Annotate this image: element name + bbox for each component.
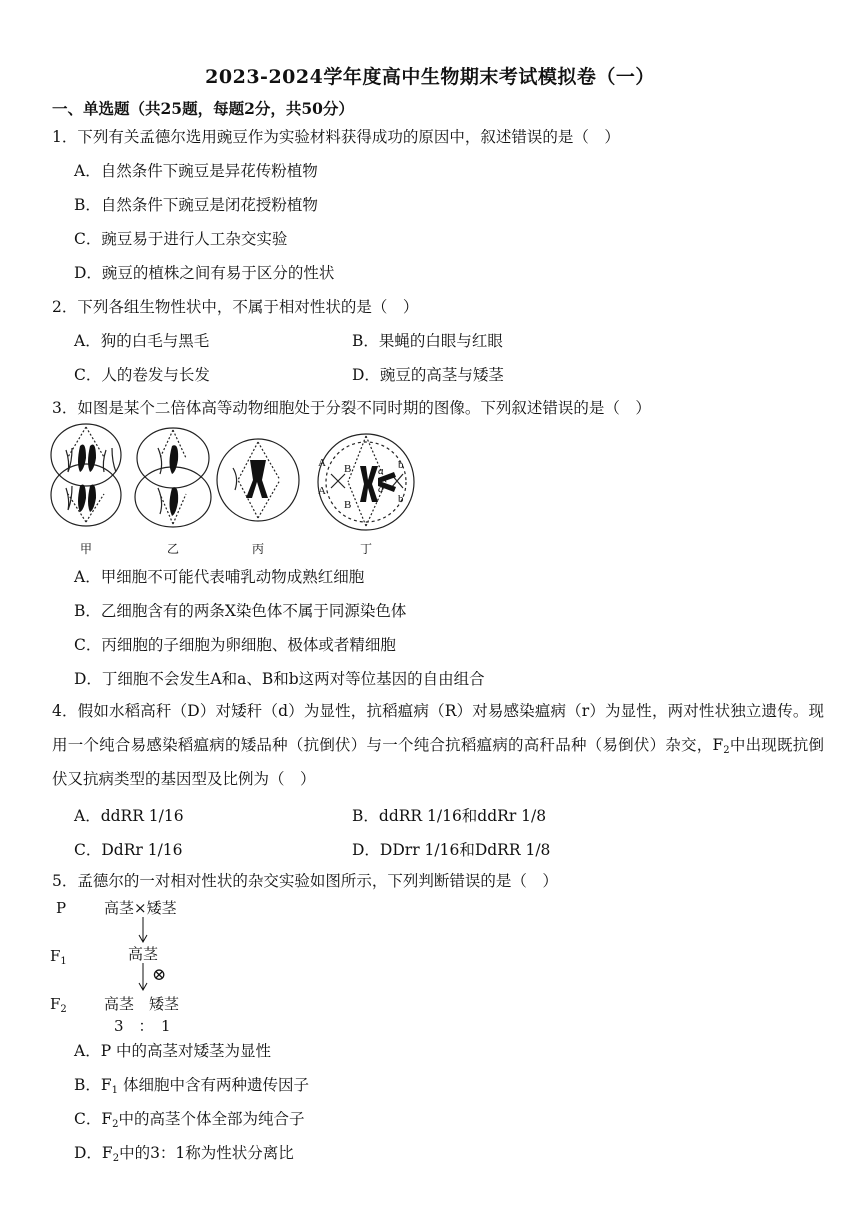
gene-label-B-bottom: B [344,499,352,511]
cell-label-ding: 丁 [359,542,373,556]
q4-option-b[interactable]: B．ddRR 1/16和ddRr 1/8 [352,807,547,825]
cross-f2-label: $F_2$ [50,995,67,1015]
cross-f1-offspring: 高茎 [128,945,159,963]
cell-label-jia: 甲 [79,542,93,556]
gene-label-b-bottom: b [398,493,404,505]
q4-stem-end: 中出现既抗倒伏又抗病类型的基因型及比例为（ ） [52,736,824,788]
gene-label-B-top: B [344,463,352,475]
q5-option-d[interactable]: D．$F_2$中的3：1称为性状分离比 [74,1144,294,1164]
q4-f2-label: F [712,736,724,754]
q4-option-d[interactable]: D．DDrr 1/16和DdRR 1/8 [352,841,551,859]
q4-f2-subscript: 2 [723,745,730,756]
question-2-stem: 2．下列各组生物性状中，不属于相对性状的是（ ） [52,298,419,316]
section-header: 一、单选题（共25题，每题2分，共50分） [52,99,354,118]
gene-label-b-top: b [398,459,404,471]
arrow-p-to-f1 [138,917,148,943]
q1-option-a[interactable]: A．自然条件下豌豆是异花传粉植物 [74,162,318,180]
gene-label-A-top: A [318,457,326,469]
q1-option-c[interactable]: C．豌豆易于进行人工杂交实验 [74,230,288,248]
gene-label-a-top: a [378,465,384,477]
question-3-stem: 3．如图是某个二倍体高等动物细胞处于分裂不同时期的图像。下列叙述错误的是（ ） [52,399,651,417]
q4-stem-text: 4．假如水稻高秆（D）对矮秆（d）为显性，抗稻瘟病（R）对易感染瘟病（r）为显性，两对性状独立遗传。现用一个纯合易感染稻瘟病的矮品种（抗倒伏）与一个纯合抗稻瘟病的高秆品种（易倒伏）杂交， [52,702,824,754]
q4-option-c[interactable]: C．DdRr 1/16 [74,841,183,859]
question-1-stem: 1．下列有关孟德尔选用豌豆作为实验材料获得成功的原因中，叙述错误的是（ ） [52,128,620,146]
question-4-stem [52,694,824,796]
q5-option-b[interactable]: B．$F_1$ 体细胞中含有两种遗传因子 [74,1076,309,1096]
cross-f1-label: $F_1$ [50,947,67,967]
cross-f2-ratio: 3 ： 1 [114,1017,171,1035]
q4-option-a[interactable]: A．ddRR 1/16 [74,807,184,825]
cell-division-figure [48,422,418,562]
question-5-stem: 5．孟德尔的一对相对性状的杂交实验如图所示，下列判断错误的是（ ） [52,872,558,890]
q2-option-d[interactable]: D．豌豆的高茎与矮茎 [352,366,504,384]
q1-option-b[interactable]: B．自然条件下豌豆是闭花授粉植物 [74,196,318,214]
cross-p-parents: 高茎×矮茎 [104,899,177,917]
q5-option-c[interactable]: C．$F_2$中的高茎个体全部为纯合子 [74,1110,305,1130]
gene-label-a-bottom: a [378,483,384,495]
cross-diagram [48,893,218,1033]
cross-f2-offspring: 高茎 矮茎 [104,995,180,1013]
q2-option-c[interactable]: C．人的卷发与长发 [74,366,210,384]
gene-label-A-bottom: A [318,485,326,497]
q3-option-c[interactable]: C．丙细胞的子细胞为卵细胞、极体或者精细胞 [74,636,396,654]
exam-title: 2023-2024学年度高中生物期末考试模拟卷（一） [205,66,655,88]
cross-p-label: P [56,899,67,917]
q2-option-a[interactable]: A．狗的白毛与黑毛 [74,332,210,350]
q3-option-a[interactable]: A．甲细胞不可能代表哺乳动物成熟红细胞 [74,568,365,586]
cell-label-bing: 丙 [251,542,265,556]
cell-label-yi: 乙 [166,542,180,556]
selfing-symbol: ⊗ [152,965,167,985]
q2-option-b[interactable]: B．果蝇的白眼与红眼 [352,332,503,350]
q5-option-a[interactable]: A．P 中的高茎对矮茎为显性 [74,1042,272,1060]
arrow-f1-to-f2 [138,963,148,991]
q1-option-d[interactable]: D．豌豆的植株之间有易于区分的性状 [74,264,335,282]
cell-jia-diagram [51,424,121,526]
q3-option-b[interactable]: B．乙细胞含有的两条X染色体不属于同源染色体 [74,602,407,620]
q3-option-d[interactable]: D．丁细胞不会发生A和a、B和b这两对等位基因的自由组合 [74,670,485,688]
